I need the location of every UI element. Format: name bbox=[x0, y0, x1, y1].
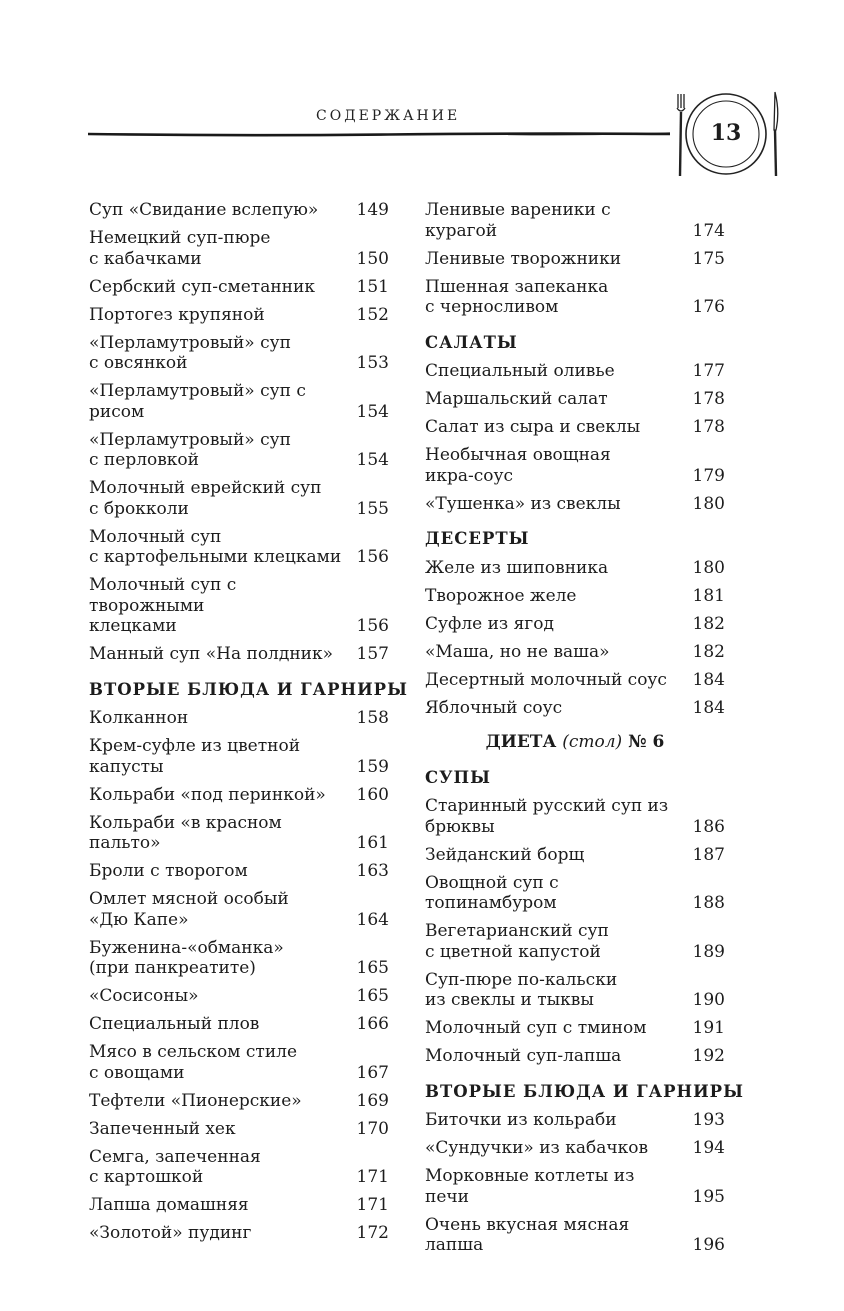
toc-entry[interactable] bbox=[89, 1091, 389, 1112]
toc-entry-title: с брокколи bbox=[89, 498, 189, 519]
toc-entry[interactable] bbox=[89, 228, 389, 269]
toc-entry-page: 188 bbox=[692, 893, 725, 913]
toc-entry-page: 151 bbox=[356, 276, 389, 297]
toc-entry-title: с картошкой bbox=[89, 1167, 204, 1187]
toc-entry-title: Желе из шиповника bbox=[425, 557, 609, 578]
toc-entry-title: «Перламутровый» суп bbox=[89, 332, 291, 353]
toc-entry[interactable] bbox=[89, 644, 389, 665]
toc-entry-page: 196 bbox=[692, 1235, 725, 1255]
toc-entry-title: Манный суп «На полдник» bbox=[89, 644, 334, 664]
toc-entry[interactable] bbox=[89, 986, 389, 1007]
toc-entry-page: 187 bbox=[692, 844, 725, 865]
toc-entry-page: 182 bbox=[692, 613, 725, 634]
toc-entry[interactable] bbox=[89, 381, 389, 422]
toc-entry-title: с цветной капустой bbox=[425, 941, 601, 962]
toc-entry-page: 195 bbox=[692, 1186, 725, 1207]
toc-entry-page: 161 bbox=[356, 833, 389, 853]
toc-entry-title: с черносливом bbox=[425, 297, 559, 317]
toc-entry-title: «Золотой» пудинг bbox=[89, 1223, 252, 1243]
toc-entry-page: 166 bbox=[356, 1014, 389, 1034]
toc-entry-title: «Перламутровый» суп с рисом bbox=[89, 381, 306, 422]
toc-entry-title: Суп-пюре по-кальски bbox=[425, 969, 618, 990]
toc-entry[interactable] bbox=[89, 736, 389, 777]
toc-entry-title: Запеченный хек bbox=[89, 1118, 236, 1139]
toc-entry[interactable] bbox=[89, 430, 389, 471]
toc-left-column bbox=[89, 200, 408, 1251]
diet-heading bbox=[425, 732, 725, 753]
toc-entry[interactable] bbox=[89, 889, 389, 930]
toc-entry[interactable] bbox=[89, 200, 389, 221]
toc-entry-title: Старинный русский суп из bbox=[425, 796, 669, 816]
toc-entry-title: «Перламутровый» суп bbox=[89, 429, 291, 450]
page-number: 13 bbox=[710, 120, 742, 146]
toc-entry[interactable] bbox=[425, 1166, 725, 1207]
toc-entry-title: Кольраби «в красном пальто» bbox=[89, 812, 282, 853]
toc-entry[interactable] bbox=[425, 642, 725, 663]
toc-entry-title: Крем-суфле из цветной bbox=[89, 736, 301, 756]
toc-entry-page: 154 bbox=[356, 450, 389, 470]
toc-entry[interactable] bbox=[89, 708, 389, 729]
toc-entry[interactable] bbox=[89, 1223, 389, 1244]
toc-entry-title: Овощной суп с топинамбуром bbox=[425, 872, 559, 913]
toc-entry-title: икра-соус bbox=[425, 465, 513, 486]
toc-entry-page: 164 bbox=[356, 909, 389, 930]
toc-entry-page: 172 bbox=[356, 1223, 389, 1243]
toc-entry-title: Молочный суп с творожными bbox=[89, 575, 237, 616]
toc-entry[interactable] bbox=[89, 478, 389, 519]
toc-entry[interactable] bbox=[425, 586, 725, 607]
toc-entry[interactable] bbox=[425, 200, 725, 241]
toc-entry-title: Необычная овощная bbox=[425, 445, 611, 465]
toc-entry-page: 158 bbox=[356, 708, 389, 728]
toc-entry[interactable] bbox=[425, 361, 725, 382]
toc-entry-title: Морковные котлеты из печи bbox=[425, 1166, 635, 1207]
toc-entry[interactable] bbox=[89, 277, 389, 298]
toc-entry-title: Молочный суп с тмином bbox=[425, 1018, 647, 1038]
toc-entry-page: 184 bbox=[692, 697, 725, 718]
toc-entry-title: (при панкреатите) bbox=[89, 958, 256, 978]
toc-entry-page: 178 bbox=[692, 417, 725, 437]
toc-entry-title: Салат из сыра и свеклы bbox=[425, 417, 641, 437]
toc-entry-title: Молочный суп-лапша bbox=[425, 1046, 622, 1066]
toc-entry-title: Маршальский салат bbox=[425, 389, 608, 409]
toc-entry-title: Биточки из кольраби bbox=[425, 1110, 617, 1130]
diet-heading-italic: (стол) bbox=[562, 732, 623, 752]
toc-entry-page: 149 bbox=[356, 200, 389, 220]
toc-entry-page: 174 bbox=[692, 220, 725, 241]
toc-entry[interactable] bbox=[425, 389, 725, 410]
toc-entry-title: Специальный оливье bbox=[425, 361, 615, 381]
toc-entry[interactable] bbox=[425, 445, 725, 486]
toc-entry[interactable] bbox=[89, 333, 389, 374]
toc-entry-title: Ленивые творожники bbox=[425, 248, 622, 269]
toc-entry-title: с картофельными клецками bbox=[89, 547, 342, 567]
toc-entry-title: Колканнон bbox=[89, 708, 189, 728]
toc-entry-page: 154 bbox=[356, 401, 389, 422]
toc-entry-title: Портогез крупяной bbox=[89, 304, 265, 325]
toc-entry[interactable] bbox=[425, 698, 725, 719]
toc-entry-page: 153 bbox=[356, 353, 389, 373]
section-heading: САЛАТЫ bbox=[425, 332, 518, 352]
toc-entry-page: 170 bbox=[356, 1118, 389, 1139]
toc-entry-page: 150 bbox=[356, 248, 389, 269]
toc-entry-page: 157 bbox=[356, 644, 389, 664]
toc-entry[interactable] bbox=[425, 1018, 725, 1039]
toc-entry-page: 177 bbox=[692, 361, 725, 381]
section-heading: ВТОРЫЕ БЛЮДА И ГАРНИРЫ bbox=[425, 1081, 744, 1101]
toc-entry[interactable] bbox=[425, 1138, 725, 1159]
section-heading: СУПЫ bbox=[425, 767, 491, 787]
toc-entry-title: Суфле из ягод bbox=[425, 613, 554, 634]
toc-entry-title: Броли с творогом bbox=[89, 861, 248, 881]
toc-entry-page: 194 bbox=[692, 1138, 725, 1158]
toc-entry-title: «Сундучки» из кабачков bbox=[425, 1138, 649, 1158]
toc-entry[interactable] bbox=[425, 845, 725, 866]
toc-entry-page: 165 bbox=[356, 958, 389, 978]
toc-entry-page: 165 bbox=[356, 986, 389, 1006]
toc-entry-page: 156 bbox=[356, 547, 389, 567]
toc-entry-page: 181 bbox=[692, 585, 725, 606]
toc-entry[interactable] bbox=[89, 938, 389, 979]
toc-entry[interactable] bbox=[425, 1215, 725, 1256]
toc-entry-title: из свеклы и тыквы bbox=[425, 990, 594, 1010]
toc-entry[interactable] bbox=[425, 558, 725, 579]
toc-entry-page: 167 bbox=[356, 1062, 389, 1083]
toc-entry[interactable] bbox=[425, 970, 725, 1011]
toc-entry-title: с кабачками bbox=[89, 248, 202, 269]
toc-entry[interactable] bbox=[425, 614, 725, 635]
toc-entry-title: капусты bbox=[89, 756, 164, 777]
toc-entry[interactable] bbox=[425, 277, 725, 318]
toc-entry[interactable] bbox=[89, 1042, 389, 1083]
toc-entry-title: Зейданский борщ bbox=[425, 844, 585, 865]
toc-entry-title: Очень вкусная мясная лапша bbox=[425, 1214, 630, 1255]
toc-entry[interactable] bbox=[89, 813, 389, 854]
toc-entry-title: Омлет мясной особый bbox=[89, 889, 289, 909]
toc-entry-title: с овощами bbox=[89, 1062, 185, 1083]
toc-entry-page: 175 bbox=[692, 248, 725, 269]
toc-entry[interactable] bbox=[425, 1046, 725, 1067]
toc-entry-page: 171 bbox=[356, 1167, 389, 1187]
toc-entry-title: Лапша домашняя bbox=[89, 1195, 249, 1215]
toc-entry[interactable] bbox=[425, 1110, 725, 1131]
toc-entry-title: «Тушенка» из свеклы bbox=[425, 493, 621, 514]
toc-entry[interactable] bbox=[89, 1147, 389, 1188]
toc-entry[interactable] bbox=[89, 1119, 389, 1140]
toc-entry-title: Яблочный соус bbox=[425, 697, 563, 718]
toc-entry-page: 160 bbox=[356, 784, 389, 805]
toc-entry-title: Пшенная запеканка bbox=[425, 276, 609, 297]
header-rule bbox=[88, 123, 670, 147]
toc-entry-page: 184 bbox=[692, 669, 725, 690]
toc-entry[interactable] bbox=[425, 417, 725, 438]
toc-entry-page: 192 bbox=[692, 1046, 725, 1066]
toc-entry-title: Творожное желе bbox=[425, 585, 577, 606]
toc-entry-page: 163 bbox=[356, 861, 389, 881]
toc-entry-page: 179 bbox=[692, 465, 725, 486]
toc-entry[interactable] bbox=[425, 249, 725, 270]
toc-entry-title: Мясо в сельском стиле bbox=[89, 1042, 298, 1062]
toc-entry-title: «Сосисоны» bbox=[89, 986, 199, 1006]
toc-entry-title: Немецкий суп-пюре bbox=[89, 228, 271, 248]
toc-entry[interactable] bbox=[89, 1195, 389, 1216]
toc-entry-page: 189 bbox=[692, 941, 725, 962]
toc-entry[interactable] bbox=[89, 305, 389, 326]
toc-entry-title: Десертный молочный соус bbox=[425, 669, 667, 690]
toc-entry-page: 193 bbox=[692, 1110, 725, 1130]
toc-entry-page: 156 bbox=[356, 616, 389, 636]
toc-entry-page: 152 bbox=[356, 304, 389, 325]
toc-entry-title: «Маша, но не ваша» bbox=[425, 641, 610, 662]
toc-entry-page: 186 bbox=[692, 816, 725, 837]
toc-entry-title: Специальный плов bbox=[89, 1014, 260, 1034]
diet-heading-after: № 6 bbox=[622, 732, 665, 752]
toc-entry-page: 182 bbox=[692, 641, 725, 662]
toc-right-column bbox=[425, 200, 744, 1263]
toc-entry-page: 169 bbox=[356, 1090, 389, 1111]
toc-entry-page: 180 bbox=[692, 493, 725, 514]
toc-entry-title: Ленивые вареники с курагой bbox=[425, 200, 611, 241]
toc-entry[interactable] bbox=[425, 670, 725, 691]
toc-entry[interactable] bbox=[425, 921, 725, 962]
toc-entry-title: Кольраби «под перинкой» bbox=[89, 784, 326, 805]
toc-entry-title: Сербский суп-сметанник bbox=[89, 276, 315, 297]
toc-entry[interactable] bbox=[89, 861, 389, 882]
section-heading: ДЕСЕРТЫ bbox=[425, 529, 530, 548]
toc-entry[interactable] bbox=[425, 494, 725, 515]
toc-entry-page: 155 bbox=[356, 498, 389, 519]
toc-entry-title: Семга, запеченная bbox=[89, 1146, 261, 1167]
toc-entry[interactable] bbox=[89, 785, 389, 806]
toc-entry-title: Молочный суп bbox=[89, 526, 222, 547]
toc-entry-page: 171 bbox=[356, 1195, 389, 1215]
toc-entry-page: 159 bbox=[356, 756, 389, 777]
toc-entry-page: 178 bbox=[692, 389, 725, 409]
running-header: СОДЕРЖАНИЕ bbox=[316, 108, 461, 124]
toc-entry-page: 176 bbox=[692, 297, 725, 317]
toc-entry-page: 190 bbox=[692, 990, 725, 1010]
toc-entry[interactable] bbox=[425, 796, 725, 837]
toc-entry-title: с овсянкой bbox=[89, 353, 188, 373]
section-heading: ВТОРЫЕ БЛЮДА И ГАРНИРЫ bbox=[89, 679, 408, 699]
diet-heading-before: ДИЕТА bbox=[485, 732, 563, 752]
toc-entry[interactable] bbox=[89, 1014, 389, 1035]
toc-entry[interactable] bbox=[89, 527, 389, 568]
toc-entry[interactable] bbox=[425, 873, 725, 914]
toc-entry[interactable] bbox=[89, 575, 389, 637]
toc-entry-title: клецками bbox=[89, 616, 177, 636]
toc-entry-title: Молочный еврейский суп bbox=[89, 478, 322, 498]
toc-entry-title: с перловкой bbox=[89, 450, 199, 470]
toc-entry-title: брюквы bbox=[425, 816, 495, 837]
toc-entry-page: 191 bbox=[692, 1018, 725, 1038]
toc-entry-title: Вегетарианский суп bbox=[425, 921, 609, 941]
toc-entry-title: Буженина-«обманка» bbox=[89, 937, 284, 958]
toc-entry-title: «Дю Капе» bbox=[89, 909, 189, 930]
toc-entry-title: Суп «Свидание вслепую» bbox=[89, 200, 319, 220]
toc-entry-title: Тефтели «Пионерские» bbox=[89, 1090, 302, 1111]
toc-entry-page: 180 bbox=[692, 557, 725, 578]
